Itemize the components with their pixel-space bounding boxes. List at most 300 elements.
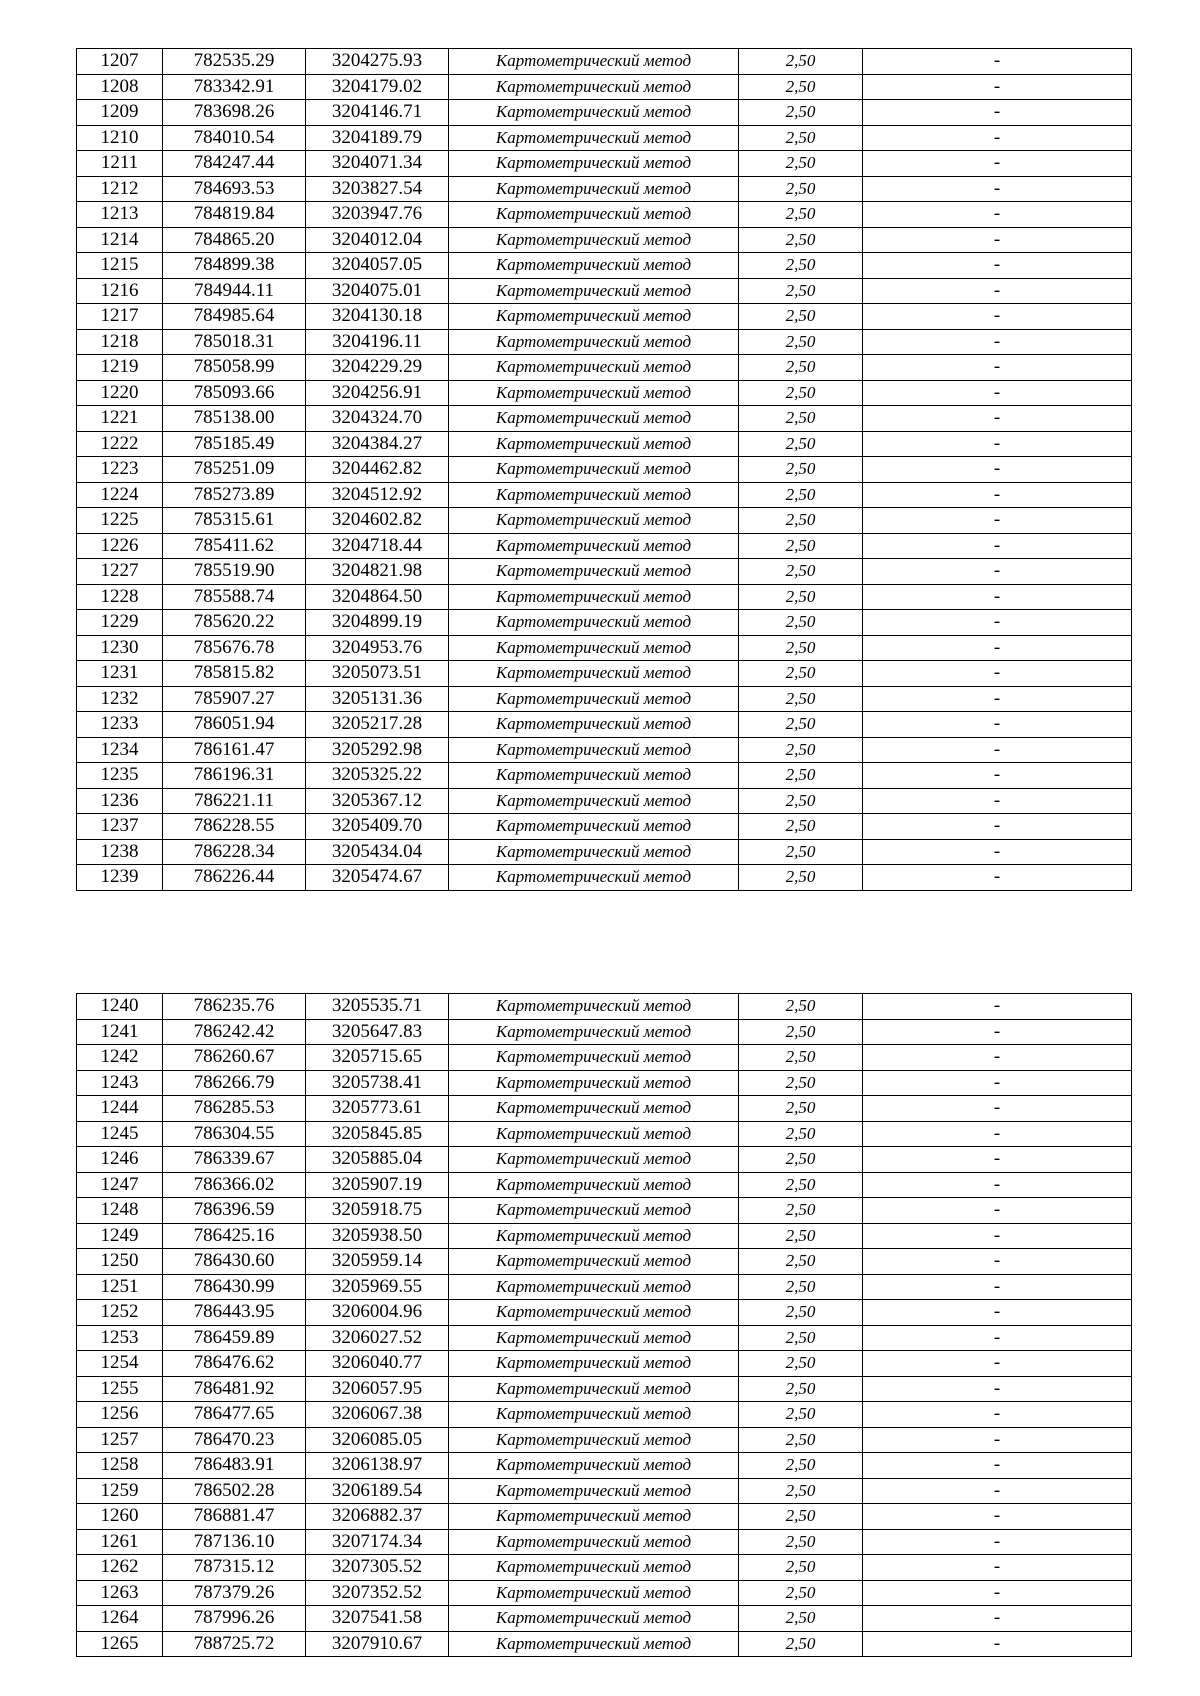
note-cell: - bbox=[863, 1045, 1132, 1071]
method-cell: Картометрический метод bbox=[449, 1478, 739, 1504]
point-number-cell: 1208 bbox=[77, 74, 163, 100]
method-cell: Картометрический метод bbox=[449, 737, 739, 763]
x-coordinate-cell: 786477.65 bbox=[163, 1402, 306, 1428]
accuracy-cell: 2,50 bbox=[739, 1478, 863, 1504]
point-number-cell: 1258 bbox=[77, 1453, 163, 1479]
table-row bbox=[77, 227, 1132, 253]
y-coordinate-cell: 3205918.75 bbox=[306, 1198, 449, 1224]
note-cell: - bbox=[863, 1453, 1132, 1479]
y-coordinate-cell: 3206882.37 bbox=[306, 1504, 449, 1530]
table-row bbox=[77, 329, 1132, 355]
y-coordinate-cell: 3205073.51 bbox=[306, 661, 449, 687]
accuracy-cell: 2,50 bbox=[739, 1121, 863, 1147]
note-cell: - bbox=[863, 1019, 1132, 1045]
table-row bbox=[77, 994, 1132, 1020]
y-coordinate-cell: 3205938.50 bbox=[306, 1223, 449, 1249]
y-coordinate-cell: 3204130.18 bbox=[306, 304, 449, 330]
note-cell: - bbox=[863, 125, 1132, 151]
method-cell: Картометрический метод bbox=[449, 1555, 739, 1581]
table-row bbox=[77, 508, 1132, 534]
table-row bbox=[77, 1631, 1132, 1657]
y-coordinate-cell: 3206085.05 bbox=[306, 1427, 449, 1453]
x-coordinate-cell: 786285.53 bbox=[163, 1096, 306, 1122]
note-cell: - bbox=[863, 1223, 1132, 1249]
point-number-cell: 1221 bbox=[77, 406, 163, 432]
x-coordinate-cell: 785907.27 bbox=[163, 686, 306, 712]
y-coordinate-cell: 3205535.71 bbox=[306, 994, 449, 1020]
method-cell: Картометрический метод bbox=[449, 329, 739, 355]
accuracy-cell: 2,50 bbox=[739, 1096, 863, 1122]
accuracy-cell: 2,50 bbox=[739, 1172, 863, 1198]
table-row bbox=[77, 1300, 1132, 1326]
y-coordinate-cell: 3206027.52 bbox=[306, 1325, 449, 1351]
note-cell: - bbox=[863, 253, 1132, 279]
y-coordinate-cell: 3207305.52 bbox=[306, 1555, 449, 1581]
table-row bbox=[77, 482, 1132, 508]
point-number-cell: 1228 bbox=[77, 584, 163, 610]
accuracy-cell: 2,50 bbox=[739, 1376, 863, 1402]
y-coordinate-cell: 3207174.34 bbox=[306, 1529, 449, 1555]
point-number-cell: 1242 bbox=[77, 1045, 163, 1071]
note-cell: - bbox=[863, 994, 1132, 1020]
y-coordinate-cell: 3204075.01 bbox=[306, 278, 449, 304]
note-cell: - bbox=[863, 559, 1132, 585]
x-coordinate-cell: 786470.23 bbox=[163, 1427, 306, 1453]
x-coordinate-cell: 786425.16 bbox=[163, 1223, 306, 1249]
method-cell: Картометрический метод bbox=[449, 74, 739, 100]
x-coordinate-cell: 786266.79 bbox=[163, 1070, 306, 1096]
table-row bbox=[77, 814, 1132, 840]
y-coordinate-cell: 3205738.41 bbox=[306, 1070, 449, 1096]
table-row bbox=[77, 1070, 1132, 1096]
method-cell: Картометрический метод bbox=[449, 1376, 739, 1402]
table-row bbox=[77, 559, 1132, 585]
note-cell: - bbox=[863, 865, 1132, 891]
note-cell: - bbox=[863, 1096, 1132, 1122]
point-number-cell: 1216 bbox=[77, 278, 163, 304]
point-number-cell: 1261 bbox=[77, 1529, 163, 1555]
y-coordinate-cell: 3205474.67 bbox=[306, 865, 449, 891]
x-coordinate-cell: 785273.89 bbox=[163, 482, 306, 508]
table-row bbox=[77, 431, 1132, 457]
y-coordinate-cell: 3204384.27 bbox=[306, 431, 449, 457]
coordinates-table-2-body bbox=[77, 994, 1132, 1657]
table-row bbox=[77, 49, 1132, 75]
method-cell: Картометрический метод bbox=[449, 508, 739, 534]
method-cell: Картометрический метод bbox=[449, 559, 739, 585]
point-number-cell: 1256 bbox=[77, 1402, 163, 1428]
x-coordinate-cell: 786481.92 bbox=[163, 1376, 306, 1402]
point-number-cell: 1247 bbox=[77, 1172, 163, 1198]
method-cell: Картометрический метод bbox=[449, 1223, 739, 1249]
method-cell: Картометрический метод bbox=[449, 482, 739, 508]
y-coordinate-cell: 3203947.76 bbox=[306, 202, 449, 228]
accuracy-cell: 2,50 bbox=[739, 355, 863, 381]
method-cell: Картометрический метод bbox=[449, 457, 739, 483]
table-row bbox=[77, 763, 1132, 789]
method-cell: Картометрический метод bbox=[449, 1300, 739, 1326]
method-cell: Картометрический метод bbox=[449, 151, 739, 177]
accuracy-cell: 2,50 bbox=[739, 457, 863, 483]
x-coordinate-cell: 784819.84 bbox=[163, 202, 306, 228]
note-cell: - bbox=[863, 686, 1132, 712]
y-coordinate-cell: 3204146.71 bbox=[306, 100, 449, 126]
x-coordinate-cell: 783342.91 bbox=[163, 74, 306, 100]
accuracy-cell: 2,50 bbox=[739, 610, 863, 636]
note-cell: - bbox=[863, 380, 1132, 406]
x-coordinate-cell: 785588.74 bbox=[163, 584, 306, 610]
point-number-cell: 1231 bbox=[77, 661, 163, 687]
point-number-cell: 1244 bbox=[77, 1096, 163, 1122]
accuracy-cell: 2,50 bbox=[739, 1045, 863, 1071]
note-cell: - bbox=[863, 1172, 1132, 1198]
point-number-cell: 1227 bbox=[77, 559, 163, 585]
accuracy-cell: 2,50 bbox=[739, 304, 863, 330]
accuracy-cell: 2,50 bbox=[739, 1402, 863, 1428]
point-number-cell: 1210 bbox=[77, 125, 163, 151]
method-cell: Картометрический метод bbox=[449, 1198, 739, 1224]
method-cell: Картометрический метод bbox=[449, 1504, 739, 1530]
accuracy-cell: 2,50 bbox=[739, 329, 863, 355]
point-number-cell: 1248 bbox=[77, 1198, 163, 1224]
y-coordinate-cell: 3205907.19 bbox=[306, 1172, 449, 1198]
table-row bbox=[77, 1606, 1132, 1632]
table-row bbox=[77, 1223, 1132, 1249]
accuracy-cell: 2,50 bbox=[739, 380, 863, 406]
y-coordinate-cell: 3204512.92 bbox=[306, 482, 449, 508]
point-number-cell: 1226 bbox=[77, 533, 163, 559]
y-coordinate-cell: 3205647.83 bbox=[306, 1019, 449, 1045]
x-coordinate-cell: 786396.59 bbox=[163, 1198, 306, 1224]
method-cell: Картометрический метод bbox=[449, 661, 739, 687]
x-coordinate-cell: 785815.82 bbox=[163, 661, 306, 687]
accuracy-cell: 2,50 bbox=[739, 763, 863, 789]
accuracy-cell: 2,50 bbox=[739, 176, 863, 202]
table-row bbox=[77, 406, 1132, 432]
note-cell: - bbox=[863, 1147, 1132, 1173]
method-cell: Картометрический метод bbox=[449, 1631, 739, 1657]
table-row bbox=[77, 74, 1132, 100]
note-cell: - bbox=[863, 202, 1132, 228]
x-coordinate-cell: 785093.66 bbox=[163, 380, 306, 406]
note-cell: - bbox=[863, 814, 1132, 840]
point-number-cell: 1254 bbox=[77, 1351, 163, 1377]
table-row bbox=[77, 1427, 1132, 1453]
point-number-cell: 1235 bbox=[77, 763, 163, 789]
method-cell: Картометрический метод bbox=[449, 1096, 739, 1122]
point-number-cell: 1232 bbox=[77, 686, 163, 712]
accuracy-cell: 2,50 bbox=[739, 202, 863, 228]
note-cell: - bbox=[863, 329, 1132, 355]
table-row bbox=[77, 253, 1132, 279]
point-number-cell: 1215 bbox=[77, 253, 163, 279]
x-coordinate-cell: 785138.00 bbox=[163, 406, 306, 432]
table-row bbox=[77, 686, 1132, 712]
accuracy-cell: 2,50 bbox=[739, 74, 863, 100]
method-cell: Картометрический метод bbox=[449, 1249, 739, 1275]
x-coordinate-cell: 787315.12 bbox=[163, 1555, 306, 1581]
method-cell: Картометрический метод bbox=[449, 1351, 739, 1377]
table-row bbox=[77, 176, 1132, 202]
table-row bbox=[77, 1147, 1132, 1173]
y-coordinate-cell: 3204324.70 bbox=[306, 406, 449, 432]
y-coordinate-cell: 3206004.96 bbox=[306, 1300, 449, 1326]
table-row bbox=[77, 1351, 1132, 1377]
accuracy-cell: 2,50 bbox=[739, 1453, 863, 1479]
point-number-cell: 1255 bbox=[77, 1376, 163, 1402]
note-cell: - bbox=[863, 584, 1132, 610]
table-row bbox=[77, 1019, 1132, 1045]
accuracy-cell: 2,50 bbox=[739, 1555, 863, 1581]
accuracy-cell: 2,50 bbox=[739, 100, 863, 126]
y-coordinate-cell: 3206138.97 bbox=[306, 1453, 449, 1479]
accuracy-cell: 2,50 bbox=[739, 533, 863, 559]
method-cell: Картометрический метод bbox=[449, 1147, 739, 1173]
x-coordinate-cell: 786459.89 bbox=[163, 1325, 306, 1351]
method-cell: Картометрический метод bbox=[449, 1121, 739, 1147]
x-coordinate-cell: 786161.47 bbox=[163, 737, 306, 763]
y-coordinate-cell: 3205969.55 bbox=[306, 1274, 449, 1300]
accuracy-cell: 2,50 bbox=[739, 1504, 863, 1530]
accuracy-cell: 2,50 bbox=[739, 1606, 863, 1632]
y-coordinate-cell: 3204189.79 bbox=[306, 125, 449, 151]
y-coordinate-cell: 3204256.91 bbox=[306, 380, 449, 406]
point-number-cell: 1234 bbox=[77, 737, 163, 763]
note-cell: - bbox=[863, 712, 1132, 738]
method-cell: Картометрический метод bbox=[449, 533, 739, 559]
x-coordinate-cell: 786242.42 bbox=[163, 1019, 306, 1045]
point-number-cell: 1245 bbox=[77, 1121, 163, 1147]
point-number-cell: 1243 bbox=[77, 1070, 163, 1096]
x-coordinate-cell: 786235.76 bbox=[163, 994, 306, 1020]
accuracy-cell: 2,50 bbox=[739, 1019, 863, 1045]
note-cell: - bbox=[863, 1376, 1132, 1402]
x-coordinate-cell: 786228.34 bbox=[163, 839, 306, 865]
method-cell: Картометрический метод bbox=[449, 1070, 739, 1096]
method-cell: Картометрический метод bbox=[449, 839, 739, 865]
table-row bbox=[77, 125, 1132, 151]
point-number-cell: 1207 bbox=[77, 49, 163, 75]
point-number-cell: 1239 bbox=[77, 865, 163, 891]
point-number-cell: 1246 bbox=[77, 1147, 163, 1173]
table-row bbox=[77, 1172, 1132, 1198]
accuracy-cell: 2,50 bbox=[739, 584, 863, 610]
note-cell: - bbox=[863, 1529, 1132, 1555]
table-row bbox=[77, 1478, 1132, 1504]
table-row bbox=[77, 610, 1132, 636]
accuracy-cell: 2,50 bbox=[739, 406, 863, 432]
accuracy-cell: 2,50 bbox=[739, 1198, 863, 1224]
x-coordinate-cell: 785519.90 bbox=[163, 559, 306, 585]
x-coordinate-cell: 784010.54 bbox=[163, 125, 306, 151]
y-coordinate-cell: 3204821.98 bbox=[306, 559, 449, 585]
y-coordinate-cell: 3205773.61 bbox=[306, 1096, 449, 1122]
method-cell: Картометрический метод bbox=[449, 431, 739, 457]
point-number-cell: 1229 bbox=[77, 610, 163, 636]
point-number-cell: 1212 bbox=[77, 176, 163, 202]
y-coordinate-cell: 3206040.77 bbox=[306, 1351, 449, 1377]
table-row bbox=[77, 1096, 1132, 1122]
table-row bbox=[77, 1121, 1132, 1147]
table-row bbox=[77, 1504, 1132, 1530]
method-cell: Картометрический метод bbox=[449, 788, 739, 814]
accuracy-cell: 2,50 bbox=[739, 865, 863, 891]
y-coordinate-cell: 3204718.44 bbox=[306, 533, 449, 559]
method-cell: Картометрический метод bbox=[449, 1580, 739, 1606]
x-coordinate-cell: 786366.02 bbox=[163, 1172, 306, 1198]
y-coordinate-cell: 3205131.36 bbox=[306, 686, 449, 712]
method-cell: Картометрический метод bbox=[449, 253, 739, 279]
y-coordinate-cell: 3203827.54 bbox=[306, 176, 449, 202]
point-number-cell: 1238 bbox=[77, 839, 163, 865]
y-coordinate-cell: 3207910.67 bbox=[306, 1631, 449, 1657]
accuracy-cell: 2,50 bbox=[739, 1351, 863, 1377]
point-number-cell: 1225 bbox=[77, 508, 163, 534]
y-coordinate-cell: 3205434.04 bbox=[306, 839, 449, 865]
table-row bbox=[77, 737, 1132, 763]
y-coordinate-cell: 3205409.70 bbox=[306, 814, 449, 840]
table-row bbox=[77, 278, 1132, 304]
point-number-cell: 1223 bbox=[77, 457, 163, 483]
table-row bbox=[77, 661, 1132, 687]
method-cell: Картометрический метод bbox=[449, 355, 739, 381]
x-coordinate-cell: 787136.10 bbox=[163, 1529, 306, 1555]
table-row bbox=[77, 788, 1132, 814]
note-cell: - bbox=[863, 1580, 1132, 1606]
accuracy-cell: 2,50 bbox=[739, 839, 863, 865]
point-number-cell: 1219 bbox=[77, 355, 163, 381]
note-cell: - bbox=[863, 457, 1132, 483]
note-cell: - bbox=[863, 100, 1132, 126]
x-coordinate-cell: 788725.72 bbox=[163, 1631, 306, 1657]
method-cell: Картометрический метод bbox=[449, 814, 739, 840]
point-number-cell: 1257 bbox=[77, 1427, 163, 1453]
method-cell: Картометрический метод bbox=[449, 202, 739, 228]
y-coordinate-cell: 3204071.34 bbox=[306, 151, 449, 177]
accuracy-cell: 2,50 bbox=[739, 712, 863, 738]
accuracy-cell: 2,50 bbox=[739, 1631, 863, 1657]
note-cell: - bbox=[863, 1274, 1132, 1300]
accuracy-cell: 2,50 bbox=[739, 125, 863, 151]
note-cell: - bbox=[863, 635, 1132, 661]
point-number-cell: 1263 bbox=[77, 1580, 163, 1606]
x-coordinate-cell: 786260.67 bbox=[163, 1045, 306, 1071]
x-coordinate-cell: 786051.94 bbox=[163, 712, 306, 738]
coordinates-table-1-body bbox=[77, 49, 1132, 891]
note-cell: - bbox=[863, 661, 1132, 687]
y-coordinate-cell: 3207352.52 bbox=[306, 1580, 449, 1606]
x-coordinate-cell: 786196.31 bbox=[163, 763, 306, 789]
x-coordinate-cell: 785315.61 bbox=[163, 508, 306, 534]
method-cell: Картометрический метод bbox=[449, 610, 739, 636]
table-row bbox=[77, 1529, 1132, 1555]
method-cell: Картометрический метод bbox=[449, 686, 739, 712]
table-row bbox=[77, 151, 1132, 177]
accuracy-cell: 2,50 bbox=[739, 1070, 863, 1096]
accuracy-cell: 2,50 bbox=[739, 686, 863, 712]
point-number-cell: 1250 bbox=[77, 1249, 163, 1275]
note-cell: - bbox=[863, 610, 1132, 636]
point-number-cell: 1222 bbox=[77, 431, 163, 457]
method-cell: Картометрический метод bbox=[449, 1019, 739, 1045]
y-coordinate-cell: 3204229.29 bbox=[306, 355, 449, 381]
x-coordinate-cell: 785676.78 bbox=[163, 635, 306, 661]
point-number-cell: 1230 bbox=[77, 635, 163, 661]
y-coordinate-cell: 3205959.14 bbox=[306, 1249, 449, 1275]
x-coordinate-cell: 786226.44 bbox=[163, 865, 306, 891]
y-coordinate-cell: 3204179.02 bbox=[306, 74, 449, 100]
method-cell: Картометрический метод bbox=[449, 49, 739, 75]
note-cell: - bbox=[863, 304, 1132, 330]
y-coordinate-cell: 3206057.95 bbox=[306, 1376, 449, 1402]
point-number-cell: 1217 bbox=[77, 304, 163, 330]
note-cell: - bbox=[863, 482, 1132, 508]
x-coordinate-cell: 786502.28 bbox=[163, 1478, 306, 1504]
note-cell: - bbox=[863, 737, 1132, 763]
method-cell: Картометрический метод bbox=[449, 1427, 739, 1453]
x-coordinate-cell: 786476.62 bbox=[163, 1351, 306, 1377]
note-cell: - bbox=[863, 151, 1132, 177]
y-coordinate-cell: 3204864.50 bbox=[306, 584, 449, 610]
coordinates-table-2 bbox=[76, 993, 1132, 1657]
x-coordinate-cell: 785620.22 bbox=[163, 610, 306, 636]
accuracy-cell: 2,50 bbox=[739, 1580, 863, 1606]
y-coordinate-cell: 3207541.58 bbox=[306, 1606, 449, 1632]
accuracy-cell: 2,50 bbox=[739, 814, 863, 840]
point-number-cell: 1264 bbox=[77, 1606, 163, 1632]
y-coordinate-cell: 3204462.82 bbox=[306, 457, 449, 483]
table-row bbox=[77, 1045, 1132, 1071]
x-coordinate-cell: 783698.26 bbox=[163, 100, 306, 126]
table-row bbox=[77, 635, 1132, 661]
x-coordinate-cell: 784899.38 bbox=[163, 253, 306, 279]
point-number-cell: 1224 bbox=[77, 482, 163, 508]
method-cell: Картометрический метод bbox=[449, 176, 739, 202]
method-cell: Картометрический метод bbox=[449, 1529, 739, 1555]
point-number-cell: 1213 bbox=[77, 202, 163, 228]
accuracy-cell: 2,50 bbox=[739, 1249, 863, 1275]
method-cell: Картометрический метод bbox=[449, 380, 739, 406]
y-coordinate-cell: 3205217.28 bbox=[306, 712, 449, 738]
accuracy-cell: 2,50 bbox=[739, 253, 863, 279]
coordinates-table-1 bbox=[76, 48, 1132, 891]
x-coordinate-cell: 786881.47 bbox=[163, 1504, 306, 1530]
accuracy-cell: 2,50 bbox=[739, 1147, 863, 1173]
table-row bbox=[77, 1249, 1132, 1275]
note-cell: - bbox=[863, 763, 1132, 789]
point-number-cell: 1253 bbox=[77, 1325, 163, 1351]
table-row bbox=[77, 584, 1132, 610]
method-cell: Картометрический метод bbox=[449, 1274, 739, 1300]
method-cell: Картометрический метод bbox=[449, 865, 739, 891]
y-coordinate-cell: 3204899.19 bbox=[306, 610, 449, 636]
method-cell: Картометрический метод bbox=[449, 278, 739, 304]
method-cell: Картометрический метод bbox=[449, 304, 739, 330]
method-cell: Картометрический метод bbox=[449, 125, 739, 151]
table-row bbox=[77, 304, 1132, 330]
method-cell: Картометрический метод bbox=[449, 994, 739, 1020]
accuracy-cell: 2,50 bbox=[739, 1300, 863, 1326]
point-number-cell: 1236 bbox=[77, 788, 163, 814]
method-cell: Картометрический метод bbox=[449, 1606, 739, 1632]
table-row bbox=[77, 533, 1132, 559]
point-number-cell: 1237 bbox=[77, 814, 163, 840]
point-number-cell: 1220 bbox=[77, 380, 163, 406]
point-number-cell: 1211 bbox=[77, 151, 163, 177]
method-cell: Картометрический метод bbox=[449, 1172, 739, 1198]
table-row bbox=[77, 865, 1132, 891]
note-cell: - bbox=[863, 533, 1132, 559]
